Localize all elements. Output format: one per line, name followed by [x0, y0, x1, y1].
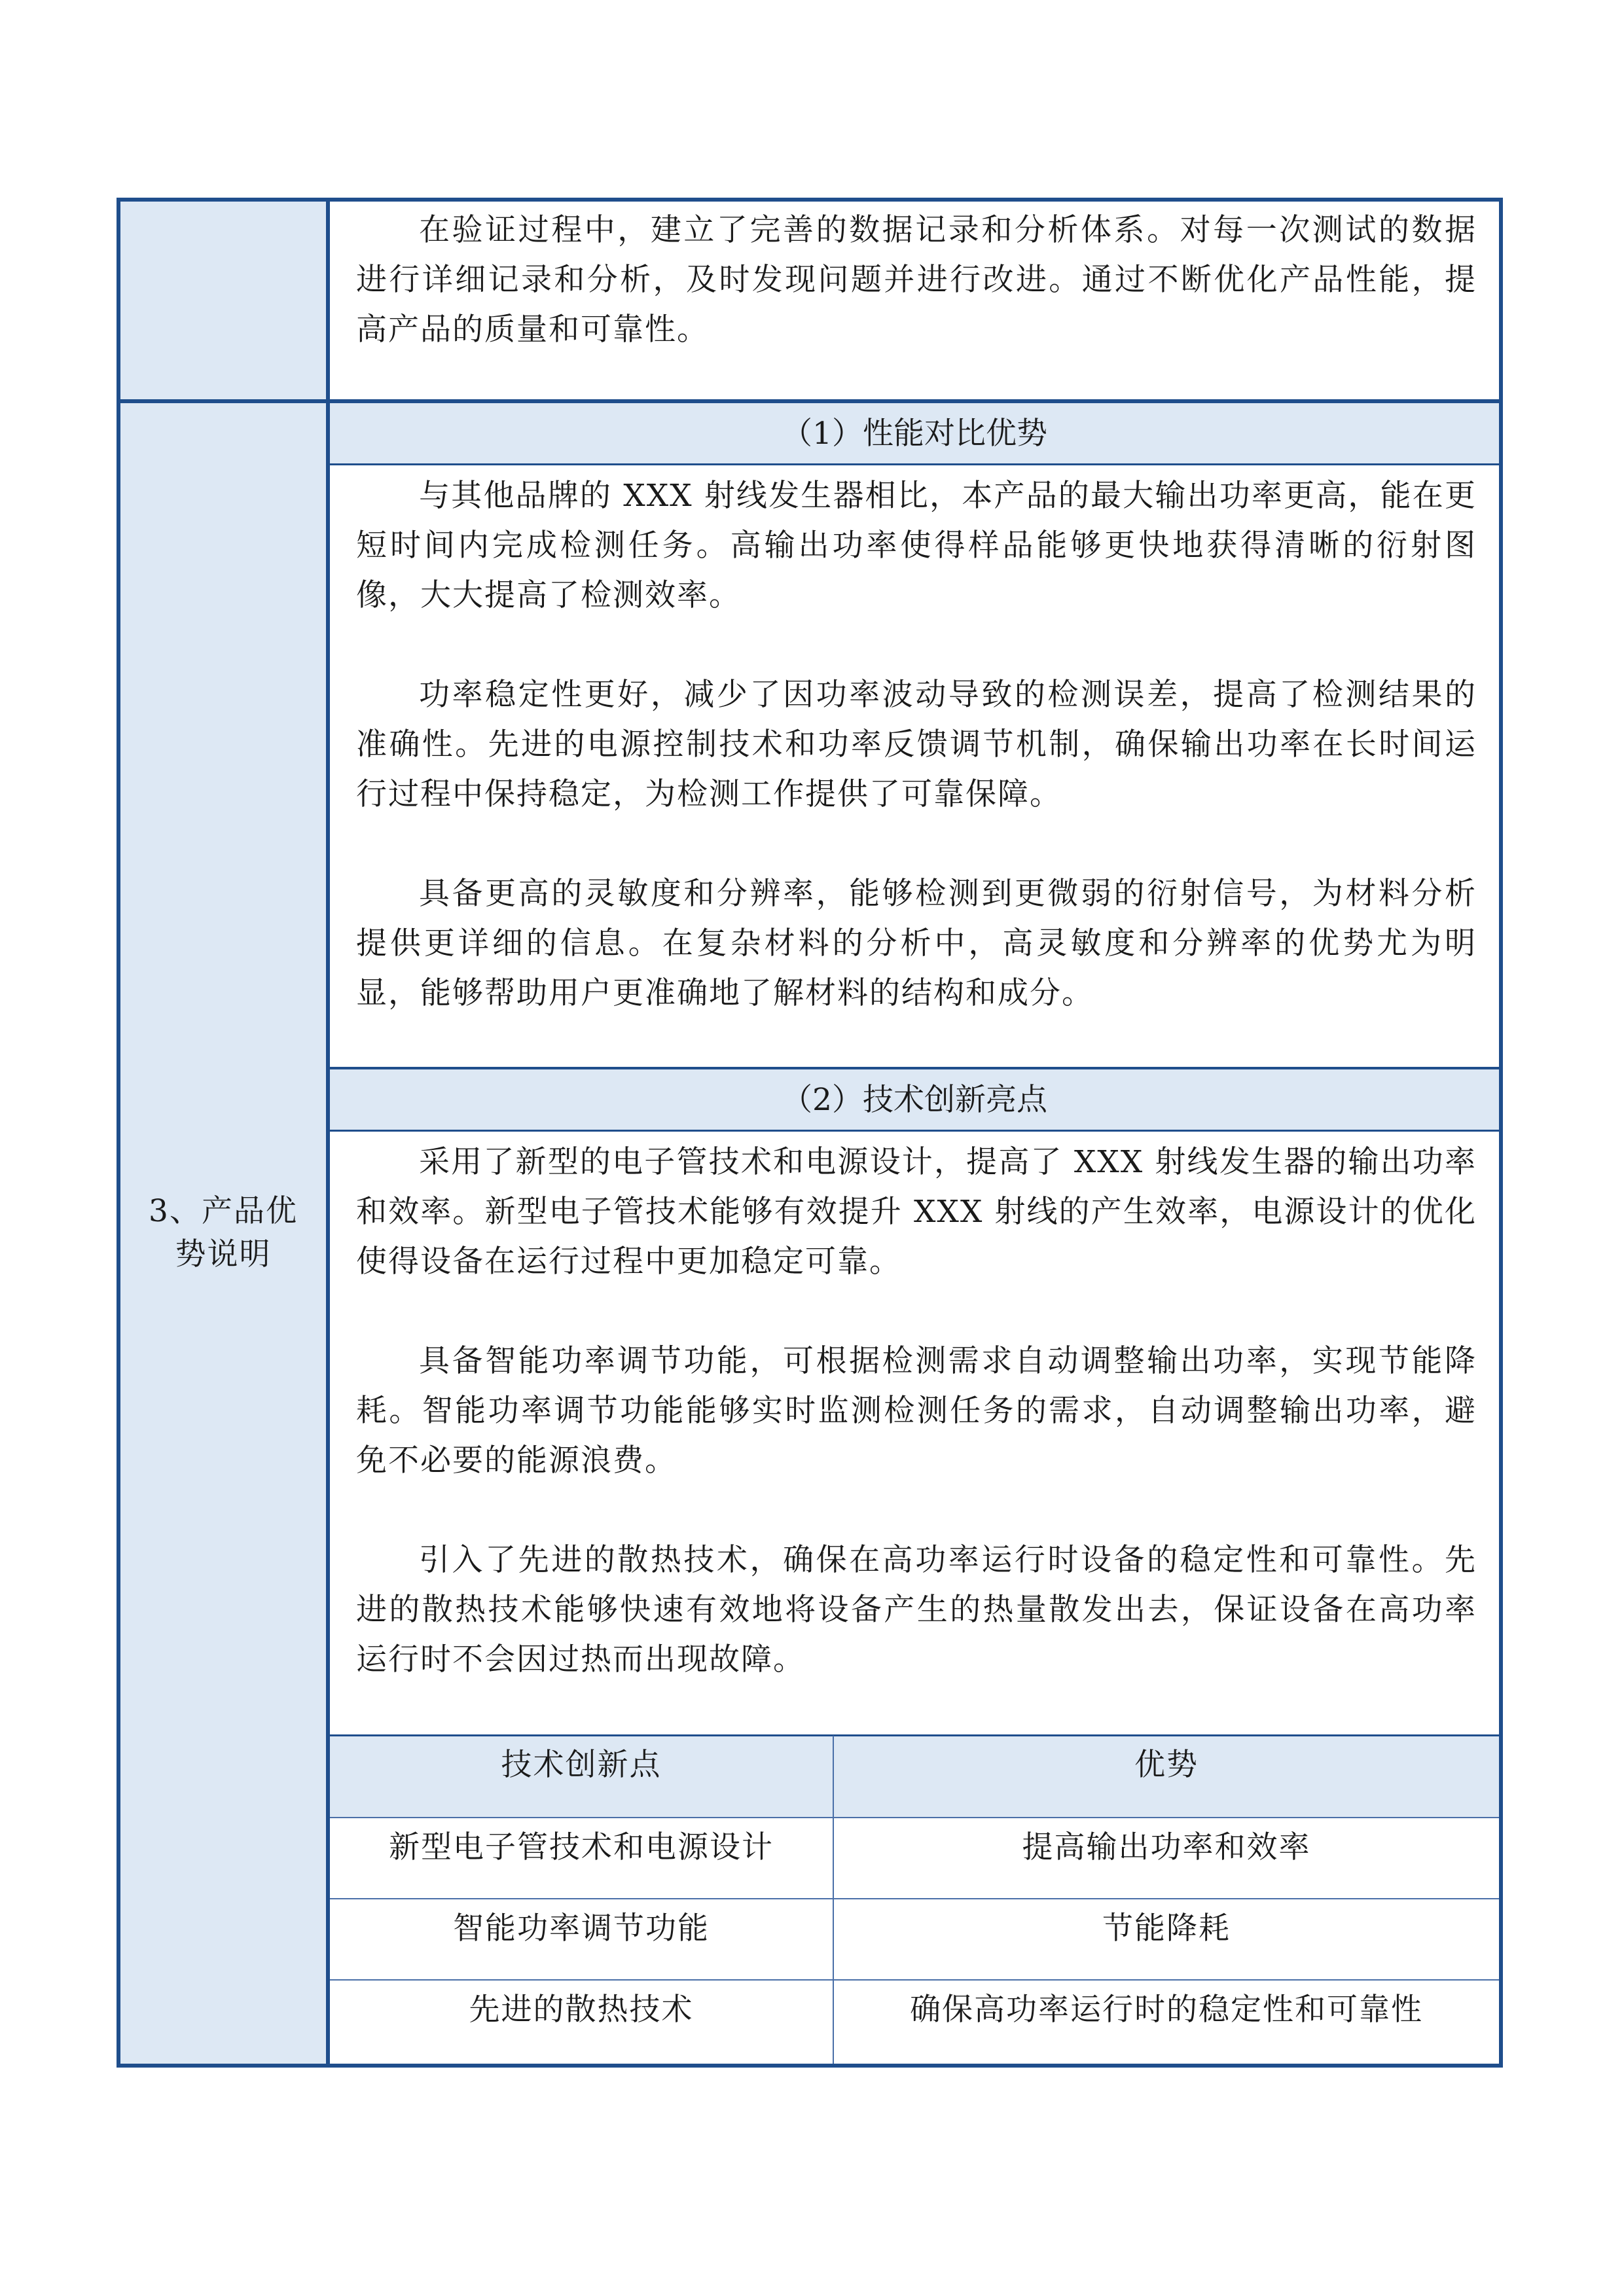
subsection1-paragraph-1: 与其他品牌的 XXX 射线发生器相比，本产品的最大输出功率更高，能在更短时间内完成检测任务。高输出功率使得样品能够更快地获得清晰的衍射图像，大大提高了检测效率。: [356, 478, 1477, 613]
subsection1-band-bottom: [330, 463, 1499, 465]
subsection2-band-top: [330, 1067, 1499, 1069]
table-cell-r3-innovation: 先进的散热技术: [469, 1992, 694, 2028]
column-divider: [326, 198, 330, 2068]
table-cell-r2-advantage: 节能降耗: [1102, 1910, 1231, 1946]
subsection2-paragraph-1: 采用了新型的电子管技术和电源设计，提高了 XXX 射线发生器的输出功率和效率。新型电子管技术能够有效提升 XXX 射线的产生效率，电源设计的优化使得设备在运行过程中更加稳定可靠。: [356, 1144, 1477, 1280]
table-top-line: [330, 1734, 1499, 1736]
subsection2-title: （2）技术创新亮点: [782, 1082, 1047, 1118]
subsection1-paragraph-2: 功率稳定性更好，减少了因功率波动导致的检测误差，提高了检测结果的准确性。先进的电源控制技术和功率反馈调节机制，确保输出功率在长时间运行过程中保持稳定，为检测工作提供了可靠保障。: [356, 677, 1477, 812]
verification-paragraph: 在验证过程中，建立了完善的数据记录和分析体系。对每一次测试的数据进行详细记录和分析，及时发现问题并进行改进。通过不断优化产品性能，提高产品的质量和可靠性。: [356, 212, 1477, 348]
section-label: [120, 1190, 326, 1276]
table-header-innovation: 技术创新点: [501, 1747, 662, 1783]
subsection2-band-bottom: [330, 1130, 1499, 1132]
subsection1-title: （1）性能对比优势: [782, 416, 1047, 452]
table-row-line-3: [330, 1979, 1499, 1981]
subsection1-paragraph-3: 具备更高的灵敏度和分辨率，能够检测到更微弱的衍射信号，为材料分析提供更详细的信息。在复杂材料的分析中，高灵敏度和分辨率的优势尤为明显，能够帮助用户更准确地了解材料的结构和成分。: [356, 876, 1477, 1011]
table-cell-r1-advantage: 提高输出功率和效率: [1022, 1829, 1311, 1865]
table-row-line-1: [330, 1817, 1499, 1818]
subsection2-paragraph-2: 具备智能功率调节功能，可根据检测需求自动调整输出功率，实现节能降耗。智能功率调节功能能够实时监测检测任务的需求，自动调整输出功率，避免不必要的能源浪费。: [356, 1343, 1477, 1479]
table-cell-r2-innovation: 智能功率调节功能: [453, 1910, 710, 1946]
table-row-line-2: [330, 1898, 1499, 1899]
row-divider-1: [117, 399, 1503, 403]
table-cell-r3-advantage: 确保高功率运行时的稳定性和可靠性: [910, 1992, 1423, 2028]
subsection2-paragraph-3: 引入了先进的散热技术，确保在高功率运行时设备的稳定性和可靠性。先进的散热技术能够快速有效地将设备产生的热量散发出去，保证设备在高功率运行时不会因过热而出现故障。: [356, 1542, 1477, 1677]
table-header-advantage: 优势: [1134, 1747, 1199, 1783]
section-label-text: 3、产品优势说明: [149, 1193, 298, 1272]
table-cell-r1-innovation: 新型电子管技术和电源设计: [389, 1829, 774, 1865]
